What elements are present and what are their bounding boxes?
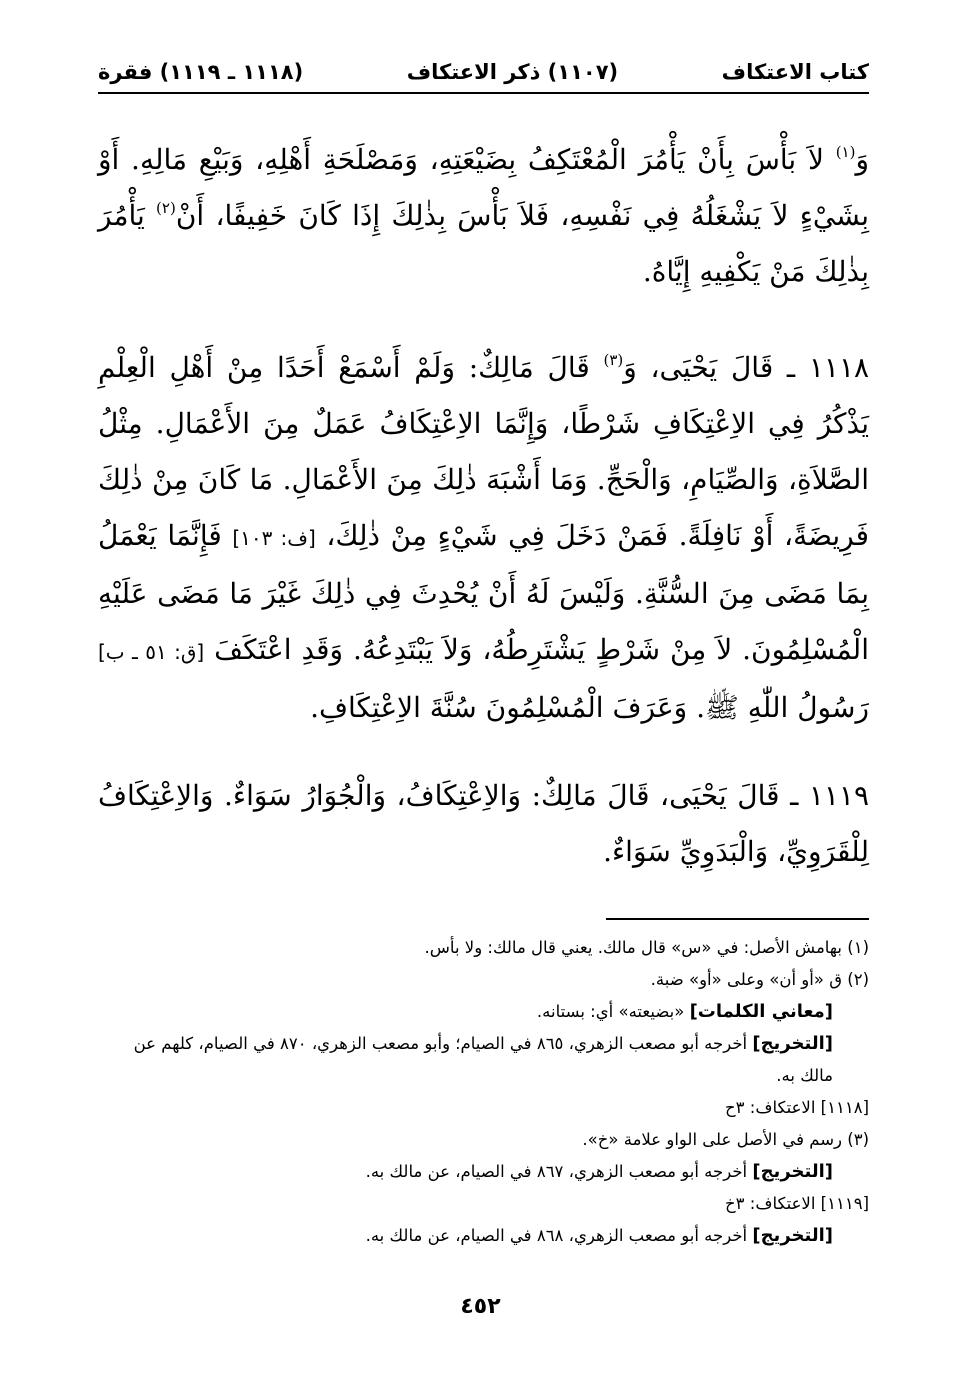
header-book-title: كتاب الاعتكاف xyxy=(721,60,869,84)
paragraph-intro xyxy=(98,132,869,300)
header-paragraph-range: (١١١٨ ـ ١١١٩) فقرة xyxy=(98,60,304,84)
note-text: أخرجه أبو مصعب الزهري، ٨٦٨ في الصيام، عن مالك به. xyxy=(365,1226,753,1245)
index-note-1119: [١١١٩] الاعتكاف: ٣خ xyxy=(725,1194,869,1213)
footnote-ref-3: (٣) xyxy=(603,351,624,369)
text-run: ١١١٨ ـ قَالَ يَحْيَى، وَ xyxy=(623,351,870,384)
index-note-1118: [١١١٨] الاعتكاف: ٣ح xyxy=(725,1098,869,1117)
running-header xyxy=(98,60,869,94)
footnote-ref-1: (١) xyxy=(835,143,856,161)
note-text: أخرجه أبو مصعب الزهري، ٨٦٥ في الصيام؛ وأبو مصعب الزهري، ٨٧٠ في الصيام، كلهم عن مالك به. xyxy=(133,1034,833,1085)
edition-ref-f: [ف: ١٠٣] xyxy=(232,526,316,550)
footnote-ref-2: (٢) xyxy=(156,199,176,217)
note-text: أخرجه أبو مصعب الزهري، ٨٦٧ في الصيام، عن مالك به. xyxy=(365,1162,753,1181)
paragraph-1119: ١١١٩ ـ قَالَ يَحْيَى، قَالَ مَالِكٌ: وَالاِعْتِكَافُ، وَالْجُوَارُ سَوَاءٌ. وَالاِعْتِكَافُ لِلْقَرَوِيِّ، وَالْبَدَوِيِّ سَوَاءٌ. xyxy=(98,779,869,868)
takhrij-note-3 xyxy=(98,1220,869,1252)
footnote-1: (١) بهامش الأصل: في «س» قال مالك. يعني قال مالك: ولا بأس. xyxy=(424,938,869,957)
takhrij-note-2 xyxy=(98,1156,869,1188)
note-label: [معاني الكلمات] xyxy=(689,1001,833,1022)
text-run: وَ xyxy=(855,143,869,176)
text-run: قَالَ مَالِكٌ: وَلَمْ أَسْمَعْ أَحَدًا مِنْ أَهْلِ الْعِلْمِ يَذْكُرُ فِي الاِعْتِكَافِ شَرْطًا، وَإِنَّمَا الاِعْتِكَافُ عَمَلٌ مِنَ الأَعْمَالِ. مِثْلُ الصَّلاَةِ، وَالصِّيَامِ، وَالْحَجِّ. وَمَا أَشْبَهَ ذٰلِكَ مِنَ الأَعْمَالِ. مَا كَانَ مِنْ ذٰلِكَ فَرِيضَةً، أَوْ نَافِلَةً. فَمَنْ دَخَلَ فِي شَيْءٍ مِنْ ذٰلِكَ، xyxy=(98,351,869,552)
footnote-3: (٣) رسم في الأصل على الواو علامة «خ». xyxy=(582,1130,869,1149)
note-text: «بضيعته» أي: بستانه. xyxy=(536,1002,690,1021)
page-number: ٤٥٢ xyxy=(460,1294,501,1319)
text-run: يَأْمُرَ بِذٰلِكَ مَنْ يَكْفِيهِ إِيَّاهُ. xyxy=(98,199,869,288)
note-label: [التخريج] xyxy=(752,1033,833,1054)
footnote-separator xyxy=(606,918,869,920)
paragraph-1118 xyxy=(98,340,869,736)
takhrij-note-1 xyxy=(98,1028,869,1092)
text-run: فَإِنَّمَا يَعْمَلُ بِمَا مَضَى مِنَ السُّنَّةِ. وَلَيْسَ لَهُ أَنْ يُحْدِثَ فِي ذٰلِكَ غَيْرَ مَا مَضَى عَلَيْهِ الْمُسْلِمُونَ. لاَ مِنْ شَرْطٍ يَشْتَرِطُهُ، وَلاَ يَبْتَدِعُهُ. وَقَدِ اعْتَكَفَ xyxy=(98,519,869,666)
note-label: [التخريج] xyxy=(752,1225,833,1246)
footnotes xyxy=(98,932,869,1252)
main-text xyxy=(98,132,869,880)
footnote-2: (٢) ق «أو أن» وعلى «أو» ضبة. xyxy=(650,970,869,989)
manuscript-ref-q: [ق: ٥١ ـ ب] xyxy=(98,640,205,664)
header-chapter-title: (١١٠٧) ذكر الاعتكاف xyxy=(406,60,619,84)
text-run: رَسُولُ اللّٰهِ ﷺ. وَعَرَفَ الْمُسْلِمُونَ سُنَّةَ الاِعْتِكَافِ. xyxy=(310,691,869,724)
text-run: لاَ بَأْسَ بِأَنْ يَأْمُرَ الْمُعْتَكِفُ بِضَيْعَتِهِ، وَمَصْلَحَةِ أَهْلِهِ، وَبَيْعِ مَالِهِ. أَوْ بِشَيْءٍ لاَ يَشْغَلُهُ فِي نَفْسِهِ، فَلاَ بَأْسَ بِذٰلِكَ إِذَا كَانَ خَفِيفًا، أَنْ xyxy=(98,143,870,232)
note-label: [التخريج] xyxy=(752,1161,833,1182)
word-meanings-note xyxy=(98,996,869,1028)
